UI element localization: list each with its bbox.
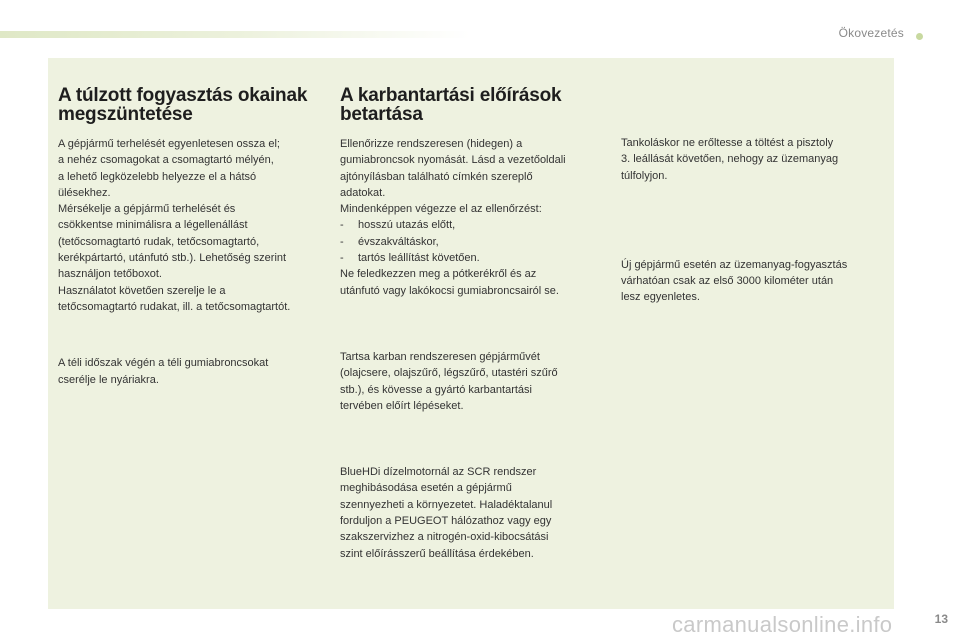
paragraph-service: Tartsa karban rendszeresen gépjárművét (olajcsere, olajszűrő, légszűrő, utastéri szűrő stb.), és kövesse a gyártó karbantartási tervében előírt lépéseket. <box>340 350 558 412</box>
heading-excess-consumption: A túlzott fogyasztás okainak megszüntetése <box>58 85 308 125</box>
heading-maintenance: A karbantartási előírások betartása <box>340 85 562 125</box>
paragraph-refuelling: Tankoláskor ne erőltesse a töltést a pisztoly 3. leállását követően, nehogy az üzemanyag túlfolyjon. <box>621 137 839 182</box>
list-item: - évszakváltáskor, <box>340 235 439 248</box>
page-number: 13 <box>934 612 948 626</box>
column-right <box>621 135 883 306</box>
section-title: Ökovezetés <box>838 26 904 40</box>
paragraph-load: A gépjármű terhelését egyenletesen ossza el; a nehéz csomagokat a csomagtartó mélyén, a lehető legközelebb helyezze el a hátsó ülésekhez. Mérsékelje a gépjármű terhelését és csökkentse minimálisra a légellenállást (tetőcsomagtartó rudak, tetőcsomagtartó, kerékpártartó, utánfutó stb.). Lehetőség szerint használjon tetőboxot. Használatot követően szerelje le a tetőcsomagtartó rudakat, ill. a tetőcsomagtartót. <box>58 138 291 313</box>
paragraph-winter-tyres: A téli időszak végén a téli gumiabroncsokat cserélje le nyáriakra. <box>58 357 269 386</box>
list-item: - hosszú utazás előtt, <box>340 219 456 232</box>
paragraph-scr: BlueHDi dízelmotornál az SCR rendszer meghibásodása esetén a gépjármű szennyezheti a környezetet. Haladéktalanul forduljon a PEUGEOT hálózathoz vagy egy szakszervizhez a nitrogén-oxid-kibocsátási szint előírásszerű beállítása érdekében. <box>340 466 553 560</box>
paragraph-tyre-pressure: Ellenőrizze rendszeresen (hidegen) a gumiabroncsok nyomását. Lásd a vezetőoldali ajtónyílásban található címkén szereplő adatokat. Mindenképpen végezze el az ellenőrzést: - hosszú utazás előtt, - évszakváltáskor, - tartós leállítást követően. Ne feledkezzen meg a pótkerékről és az utánfutó vagy lakókocsi gumiabroncsairól se. <box>340 136 608 299</box>
corner-dot <box>916 33 923 40</box>
column-left <box>58 86 330 388</box>
list-item: - tartós leállítást követően. <box>340 252 480 265</box>
watermark: carmanualsonline.info <box>672 612 893 637</box>
header-stripe <box>0 31 470 38</box>
paragraph-new-vehicle: Új gépjármű esetén az üzemanyag-fogyasztás várhatóan csak az első 3000 kilométer után lesz egyenletes. <box>621 258 848 304</box>
column-middle <box>340 86 608 562</box>
